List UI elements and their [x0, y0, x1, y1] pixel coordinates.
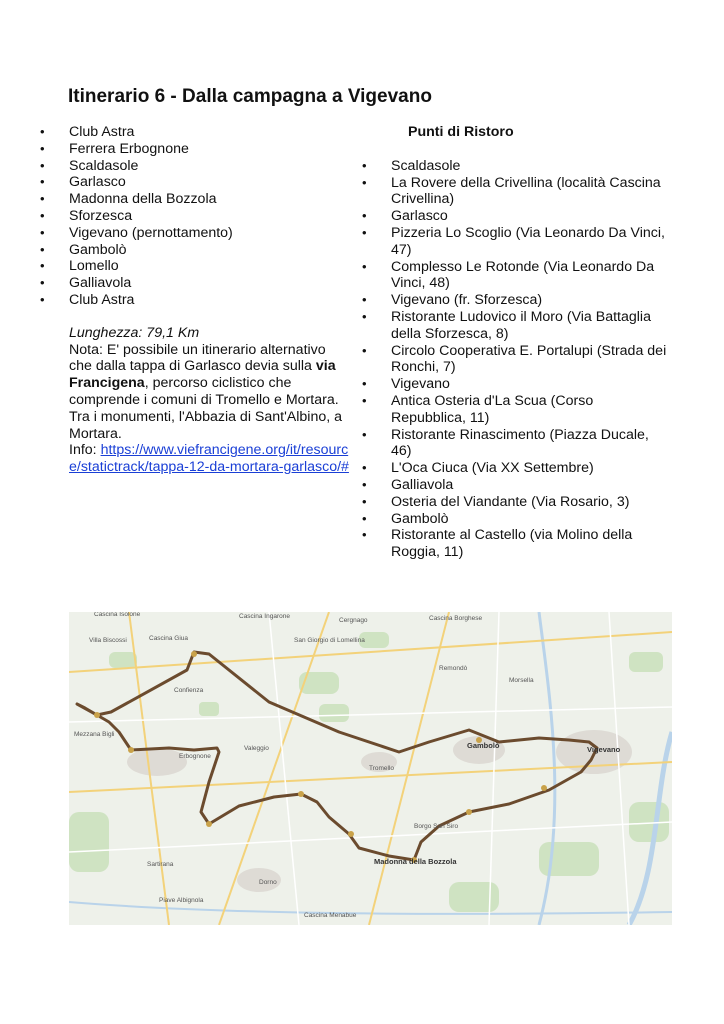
route-length: Lunghezza: 79,1 Km	[69, 324, 200, 341]
punti-item: • Scaldasole	[362, 158, 672, 175]
note-text-bold: via Francigena	[69, 358, 336, 392]
punti-item: • Osteria del Viandante (Via Rosario, 3)	[362, 494, 672, 511]
note-text-pre: Nota: E' possibile un itinerario alternativo che dalla tappa di Garlasco devia sulla	[69, 341, 326, 375]
route-stop-item: • Gambolò	[40, 242, 350, 259]
map-town-label: Piave Albignola	[159, 897, 204, 904]
map-town-label: Cascina Isolone	[94, 612, 141, 618]
route-info	[69, 442, 350, 476]
map-canvas	[69, 612, 672, 925]
route-stop-item: • Garlasco	[40, 174, 350, 191]
punti-item: • Ristorante Rinascimento (Piazza Ducale, 46)	[362, 427, 672, 461]
punti-item: • Complesso Le Rotonde (Via Leonardo Da Vinci, 48)	[362, 259, 672, 293]
punti-item: • Pizzeria Lo Scoglio (Via Leonardo Da Vinci, 47)	[362, 225, 672, 259]
waypoint-marker	[206, 821, 212, 827]
punti-column	[362, 124, 672, 561]
map-town-label: Confienza	[174, 687, 204, 694]
page-title: Itinerario 6 - Dalla campagna a Vigevano	[68, 86, 432, 107]
map-town-label: Erbognone	[179, 753, 211, 760]
map-town-label: Tromello	[369, 765, 395, 772]
punti-title: Punti di Ristoro	[408, 124, 514, 140]
map-town-label: San Giorgio di Lomellina	[294, 637, 365, 644]
map-town-label: Valeggio	[244, 745, 269, 752]
punti-item: • Ristorante Ludovico il Moro (Via Battaglia della Sforzesca, 8)	[362, 309, 672, 343]
route-stop-list	[40, 124, 350, 309]
route-note	[69, 342, 350, 443]
route-map[interactable]	[69, 612, 672, 925]
note-text-post: , percorso ciclistico che comprende i comuni di Tromello e Mortara. Tra i monumenti, l'Abbazia di Sant'Albino, a Mortara.	[69, 375, 343, 442]
map-town-label: Sartirana	[147, 861, 174, 868]
waypoint-marker	[298, 791, 304, 797]
punti-item: • Circolo Cooperativa E. Portalupi (Strada dei Ronchi, 7)	[362, 343, 672, 377]
punti-item: • Gambolò	[362, 511, 672, 528]
route-stop-item: • Club Astra	[40, 124, 350, 141]
waypoint-marker	[191, 651, 197, 657]
map-town-label: Cascina Ingarone	[239, 613, 290, 620]
info-label: Info:	[69, 442, 101, 459]
map-town-label: Cergnago	[339, 617, 368, 624]
map-town-label: Morsella	[509, 677, 534, 684]
route-column	[40, 124, 350, 476]
punti-item: • Garlasco	[362, 208, 672, 225]
info-link[interactable]: https://www.viefrancigene.org/it/resource/statictrack/tappa-12-da-mortara-garlasco/#	[69, 442, 349, 476]
punti-item: • Ristorante al Castello (via Molino della Roggia, 11)	[362, 527, 672, 561]
map-town-label: Gambolò	[467, 741, 500, 750]
punti-item: • Galliavola	[362, 477, 672, 494]
waypoint-marker	[94, 712, 100, 718]
route-stop-item: • Club Astra	[40, 292, 350, 309]
waypoint-marker	[348, 831, 354, 837]
map-town-label: Cascina Menabue	[304, 912, 357, 919]
map-town-label: Vigevano	[587, 745, 621, 754]
map-town-label: Dorno	[259, 879, 277, 886]
map-town-label: Remondò	[439, 665, 468, 672]
map-town-label: Madonna della Bozzola	[374, 857, 457, 866]
punti-item: • Vigevano	[362, 376, 672, 393]
map-town-label: Cascina Borghese	[429, 615, 483, 622]
map-town-label: Cascina Giua	[149, 635, 189, 642]
route-details	[40, 325, 350, 476]
erbognone-area	[127, 748, 187, 776]
map-town-label: Mezzana Bigli	[74, 731, 115, 738]
route-stop-item: • Vigevano (pernottamento)	[40, 225, 350, 242]
route-stop-item: • Sforzesca	[40, 208, 350, 225]
map-town-label: Villa Biscossi	[89, 637, 127, 644]
waypoint-marker	[466, 809, 472, 815]
punti-item: • L'Oca Ciuca (Via XX Settembre)	[362, 460, 672, 477]
map-town-label: Borgo San Siro	[414, 823, 459, 830]
punti-item: • La Rovere della Crivellina (località Cascina Crivellina)	[362, 175, 672, 209]
punti-item: • Antica Osteria d'La Scua (Corso Repubblica, 11)	[362, 393, 672, 427]
route-stop-item: • Lomello	[40, 258, 350, 275]
punti-list	[362, 158, 672, 561]
route-stop-item: • Madonna della Bozzola	[40, 191, 350, 208]
route-stop-item: • Ferrera Erbognone	[40, 141, 350, 158]
waypoint-marker	[541, 785, 547, 791]
route-stop-item: • Galliavola	[40, 275, 350, 292]
punti-item: • Vigevano (fr. Sforzesca)	[362, 292, 672, 309]
waypoint-marker	[128, 747, 134, 753]
route-stop-item: • Scaldasole	[40, 158, 350, 175]
